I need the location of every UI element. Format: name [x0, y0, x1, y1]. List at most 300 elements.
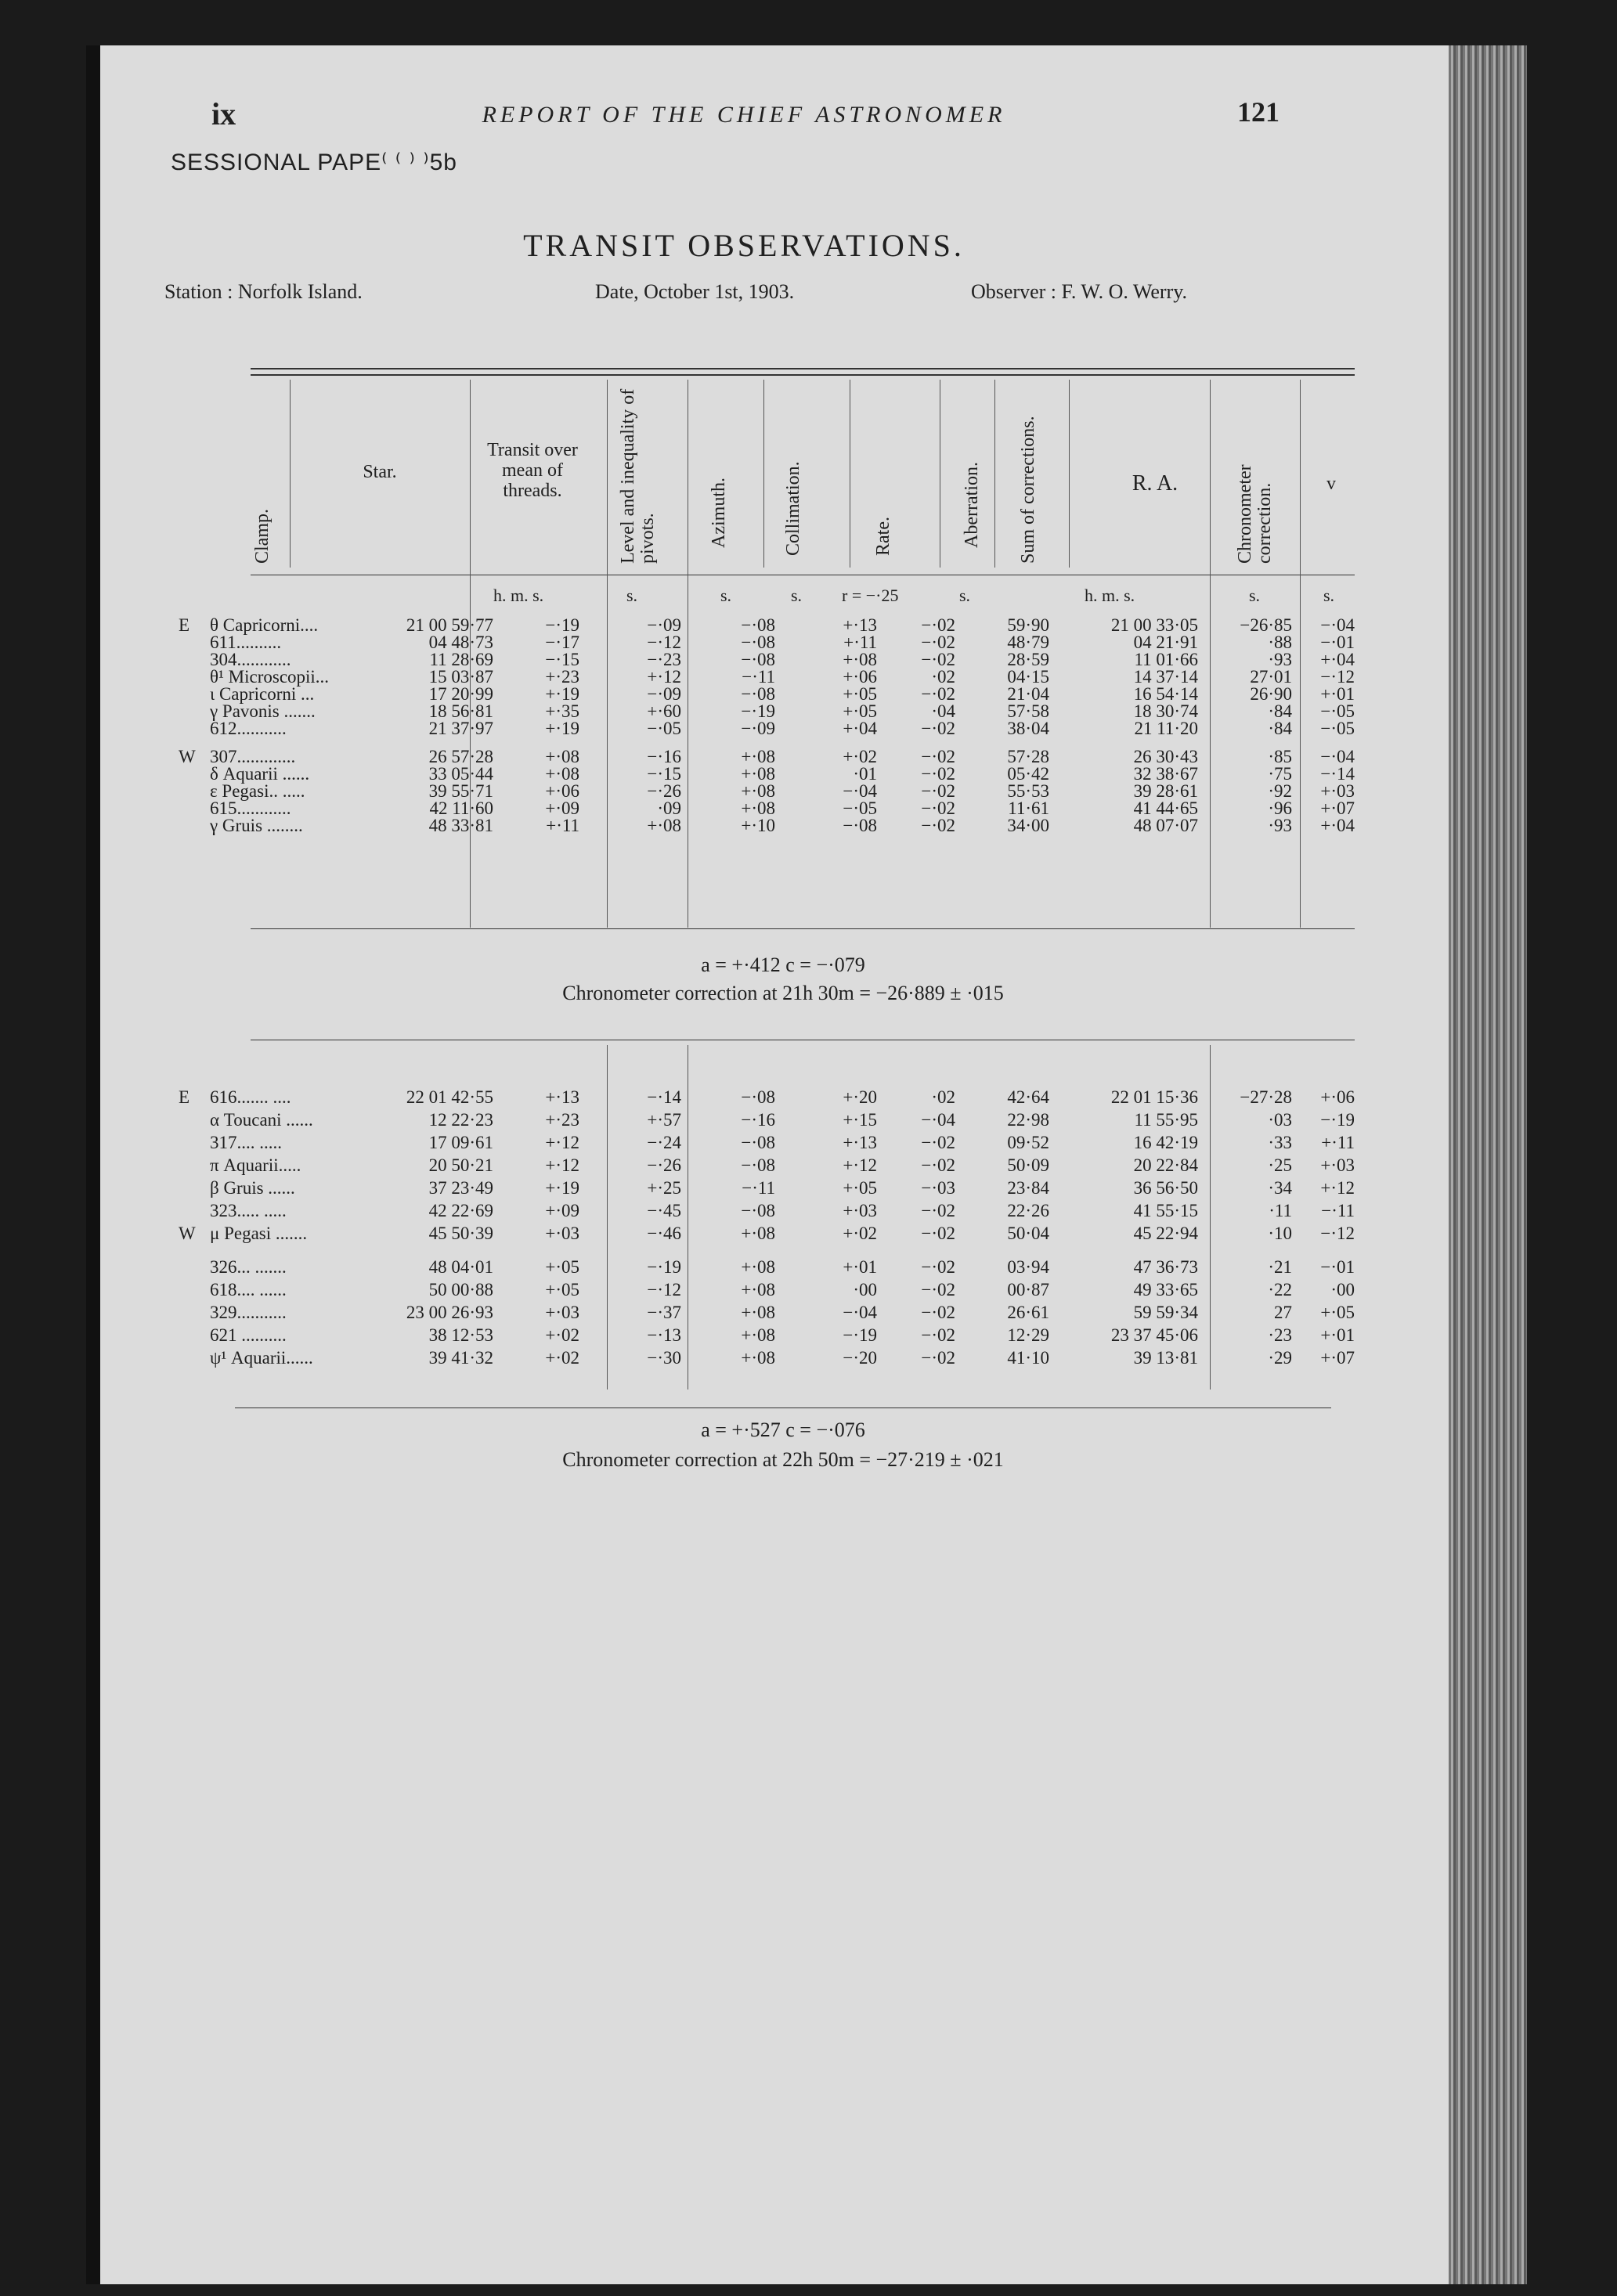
cell-ra: 36 56·50 [1133, 1178, 1198, 1198]
cell-last: +·07 [1320, 798, 1355, 818]
cell-coll: +·08 [741, 1257, 775, 1277]
cell-transit: 22 01 42·55 [406, 1087, 493, 1107]
cell-ra: 41 55·15 [1133, 1201, 1198, 1220]
cell-rate: +·02 [843, 1224, 877, 1243]
cell-rate: +·12 [843, 1155, 877, 1175]
unit-aberration: s. [959, 586, 971, 605]
cell-az: −·16 [647, 747, 681, 766]
cell-az: +·12 [647, 667, 681, 687]
block2-chronometer-correction: Chronometer correction at 22h 50m = −27·219 ± ·021 [562, 1448, 1004, 1471]
cell-coll: +·08 [741, 1303, 775, 1322]
running-header: REPORT OF THE CHIEF ASTRONOMER [482, 102, 1006, 128]
col-head-level: Level and inequality of pivots. [618, 388, 658, 564]
cell-az: −·12 [647, 1280, 681, 1299]
cell-coll: +·10 [741, 816, 775, 835]
cell-transit: 17 09·61 [428, 1133, 493, 1152]
cell-sum: 55·53 [1007, 781, 1049, 801]
cell-sum: 57·58 [1007, 701, 1049, 721]
header-rule-top [251, 368, 1355, 369]
cell-chr: 26·90 [1250, 684, 1292, 704]
cell-chr: ·10 [1268, 1224, 1292, 1243]
cell-sum: 03·94 [1007, 1257, 1049, 1277]
cell-az: −·23 [647, 650, 681, 669]
unit-ra: h. m. s. [1085, 586, 1135, 605]
cell-star: 323..... ..... [210, 1201, 287, 1220]
cell-coll: +·08 [741, 798, 775, 818]
cell-ab: −·03 [921, 1178, 955, 1198]
cell-level: +·12 [545, 1155, 579, 1175]
table-row [0, 651, 1363, 669]
cell-transit: 26 57·28 [428, 747, 493, 766]
cell-coll: +·08 [741, 1348, 775, 1368]
cell-ra: 39 13·81 [1133, 1348, 1198, 1368]
cell-az: −·46 [647, 1224, 681, 1243]
cell-star: γ Pavonis ....... [210, 701, 316, 721]
table-row [0, 748, 1363, 766]
cell-transit: 17 20·99 [428, 684, 493, 704]
col-head-rate: Rate. [873, 517, 893, 556]
cell-level: +·23 [545, 1110, 579, 1130]
cell-rate: −·04 [843, 781, 877, 801]
cell-level: +·03 [545, 1303, 579, 1322]
cell-rate: +·08 [843, 650, 877, 669]
cell-chr: ·23 [1268, 1325, 1292, 1345]
cell-clamp: E [179, 1087, 190, 1107]
cell-az: −·12 [647, 633, 681, 652]
block1-chronometer-correction: Chronometer correction at 21h 30m = −26·889 ± ·015 [562, 982, 1004, 1004]
cell-chr: ·92 [1268, 781, 1292, 801]
observer-label: Observer : F. W. O. Werry. [971, 280, 1188, 303]
cell-transit: 48 33·81 [428, 816, 493, 835]
cell-star: 616....... .... [210, 1087, 291, 1107]
cell-sum: 04·15 [1007, 667, 1049, 687]
cell-transit: 39 55·71 [428, 781, 493, 801]
cell-az: −·09 [647, 684, 681, 704]
table-row [0, 1180, 1363, 1197]
cell-chr: ·11 [1269, 1201, 1292, 1220]
cell-level: +·19 [545, 719, 579, 738]
cell-ra: 45 22·94 [1133, 1224, 1198, 1243]
table-row [0, 1350, 1363, 1367]
cell-ra: 20 22·84 [1133, 1155, 1198, 1175]
cell-ab: −·02 [921, 1155, 955, 1175]
cell-last: +·06 [1320, 1087, 1355, 1107]
cell-az: −·26 [647, 781, 681, 801]
cell-last: +·01 [1320, 1325, 1355, 1345]
cell-ab: ·02 [931, 667, 955, 687]
cell-sum: 05·42 [1007, 764, 1049, 784]
cell-chr: 27·01 [1250, 667, 1292, 687]
cell-ab: −·02 [921, 719, 955, 738]
cell-last: −·05 [1320, 719, 1355, 738]
cell-transit: 42 22·69 [428, 1201, 493, 1220]
cell-az: −·15 [647, 764, 681, 784]
cell-level: +·35 [545, 701, 579, 721]
cell-star: 317.... ..... [210, 1133, 282, 1152]
cell-level: −·15 [545, 650, 579, 669]
cell-coll: −·08 [741, 1155, 775, 1175]
cell-star: θ¹ Microscopii... [210, 667, 330, 687]
cell-level: −·19 [545, 615, 579, 635]
cell-star: 618.... ...... [210, 1280, 287, 1299]
cell-chr: −27·28 [1240, 1087, 1292, 1107]
cell-rate: +·13 [843, 615, 877, 635]
cell-ab: −·02 [921, 615, 955, 635]
cell-ab: −·02 [921, 781, 955, 801]
cell-chr: ·88 [1268, 633, 1292, 652]
cell-level: +·13 [545, 1087, 579, 1107]
cell-last: −·12 [1320, 1224, 1355, 1243]
cell-chr: ·29 [1268, 1348, 1292, 1368]
cell-transit: 48 04·01 [428, 1257, 493, 1277]
cell-sum: 11·61 [1008, 798, 1049, 818]
table-row [0, 720, 1363, 737]
cell-last: −·05 [1320, 701, 1355, 721]
cell-ab: −·02 [921, 1280, 955, 1299]
cell-rate: −·08 [843, 816, 877, 835]
table-row [0, 1134, 1363, 1152]
cell-level: +·03 [545, 1224, 579, 1243]
cell-star: 612........... [210, 719, 287, 738]
table-row [0, 800, 1363, 817]
cell-coll: −·08 [741, 633, 775, 652]
cell-level: +·09 [545, 798, 579, 818]
cell-chr: ·93 [1268, 650, 1292, 669]
cell-star: α Toucani ...... [210, 1110, 313, 1130]
cell-ra: 48 07·07 [1133, 816, 1198, 835]
cell-level: +·19 [545, 684, 579, 704]
cell-ra: 22 01 15·36 [1110, 1087, 1198, 1107]
cell-level: +·19 [545, 1178, 579, 1198]
cell-rate: ·01 [853, 764, 877, 784]
cell-star: ι Capricorni ... [210, 684, 315, 704]
table-row [0, 686, 1363, 703]
cell-transit: 12 22·23 [428, 1110, 493, 1130]
cell-chr: 27 [1274, 1303, 1292, 1322]
cell-sum: 57·28 [1007, 747, 1049, 766]
cell-level: +·02 [545, 1325, 579, 1345]
cell-coll: +·08 [741, 1280, 775, 1299]
table-row [0, 1202, 1363, 1220]
cell-chr: ·96 [1268, 798, 1292, 818]
header-section-number: ix [211, 96, 236, 132]
col-head-aberration: Aberration. [962, 462, 982, 548]
cell-clamp: W [179, 747, 196, 766]
page-right-edge [1449, 45, 1527, 2284]
cell-rate: +·05 [843, 701, 877, 721]
col-head-transit: Transit over mean of threads. [487, 440, 578, 501]
cell-rate: +·05 [843, 684, 877, 704]
header-rule-top-2 [251, 374, 1355, 376]
cell-clamp: W [179, 1224, 196, 1243]
table-row [0, 1304, 1363, 1321]
cell-star: γ Gruis ........ [210, 816, 303, 835]
cell-chr: ·85 [1268, 747, 1292, 766]
cell-rate: +·06 [843, 667, 877, 687]
cell-rate: −·04 [843, 1303, 877, 1322]
cell-az: −·09 [647, 615, 681, 635]
cell-sum: 23·84 [1007, 1178, 1049, 1198]
cell-transit: 21 37·97 [428, 719, 493, 738]
cell-ra: 16 54·14 [1133, 684, 1198, 704]
col-divider [763, 380, 764, 568]
cell-level: −·17 [545, 633, 579, 652]
table-row [0, 1327, 1363, 1344]
unit-azimuth: s. [720, 586, 732, 605]
cell-transit: 20 50·21 [428, 1155, 493, 1175]
cell-az: ·09 [657, 798, 681, 818]
cell-ab: −·02 [921, 1224, 955, 1243]
cell-chr: ·75 [1268, 764, 1292, 784]
cell-ab: −·02 [921, 816, 955, 835]
cell-star: θ Capricorni.... [210, 615, 319, 635]
table-row [0, 617, 1363, 634]
cell-rate: −·19 [843, 1325, 877, 1345]
table-row [0, 669, 1363, 686]
cell-transit: 37 23·49 [428, 1178, 493, 1198]
col-head-clamp: Clamp. [252, 509, 273, 564]
cell-ra: 39 28·61 [1133, 781, 1198, 801]
cell-transit: 18 56·81 [428, 701, 493, 721]
cell-az: −·13 [647, 1325, 681, 1345]
cell-transit: 39 41·32 [428, 1348, 493, 1368]
cell-last: −·19 [1320, 1110, 1355, 1130]
cell-last: +·01 [1320, 684, 1355, 704]
cell-az: −·19 [647, 1257, 681, 1277]
cell-ab: −·04 [921, 1110, 955, 1130]
cell-coll: +·08 [741, 1325, 775, 1345]
cell-rate: ·00 [853, 1280, 877, 1299]
cell-rate: −·05 [843, 798, 877, 818]
cell-chr: −26·85 [1240, 615, 1292, 635]
cell-star: 304............ [210, 650, 291, 669]
cell-ra: 32 38·67 [1133, 764, 1198, 784]
cell-level: +·06 [545, 781, 579, 801]
cell-ab: −·02 [921, 1348, 955, 1368]
cell-rate: +·15 [843, 1110, 877, 1130]
cell-ra: 14 37·14 [1133, 667, 1198, 687]
cell-transit: 11 28·69 [429, 650, 493, 669]
cell-rate: +·04 [843, 719, 877, 738]
cell-chr: ·84 [1268, 701, 1292, 721]
cell-az: −·30 [647, 1348, 681, 1368]
cell-star: ε Pegasi.. ..... [210, 781, 305, 801]
date-label: Date, October 1st, 1903. [595, 280, 795, 303]
cell-ab: ·04 [931, 701, 955, 721]
cell-rate: +·05 [843, 1178, 877, 1198]
cell-last: −·01 [1320, 633, 1355, 652]
cell-rate: −·20 [843, 1348, 877, 1368]
cell-rate: +·02 [843, 747, 877, 766]
cell-rate: +·13 [843, 1133, 877, 1152]
cell-level: +·23 [545, 667, 579, 687]
cell-rate: +·11 [843, 633, 877, 652]
page-number: 121 [1237, 96, 1280, 128]
cell-ra: 11 55·95 [1134, 1110, 1198, 1130]
cell-chr: ·34 [1268, 1178, 1292, 1198]
cell-az: −·14 [647, 1087, 681, 1107]
cell-sum: 34·00 [1007, 816, 1049, 835]
cell-ab: −·02 [921, 1303, 955, 1322]
table-row [0, 817, 1363, 834]
cell-coll: −·08 [741, 1133, 775, 1152]
cell-last: +·07 [1320, 1348, 1355, 1368]
cell-az: +·08 [647, 816, 681, 835]
col-head-star: Star. [363, 462, 397, 482]
cell-chr: ·84 [1268, 719, 1292, 738]
cell-chr: ·03 [1268, 1110, 1292, 1130]
col-divider [994, 380, 995, 568]
table-row [0, 1157, 1363, 1174]
col-head-collimation: Collimation. [783, 461, 803, 556]
cell-last: +·12 [1320, 1178, 1355, 1198]
cell-star: 621 .......... [210, 1325, 287, 1345]
cell-sum: 42·64 [1007, 1087, 1049, 1107]
cell-coll: +·08 [741, 747, 775, 766]
col-head-ra: R. A. [1132, 471, 1178, 496]
cell-last: +·03 [1320, 781, 1355, 801]
cell-ab: ·02 [931, 1087, 955, 1107]
cell-last: −·01 [1320, 1257, 1355, 1277]
cell-ab: −·02 [921, 798, 955, 818]
cell-ra: 23 37 45·06 [1110, 1325, 1198, 1345]
unit-transit: h. m. s. [493, 586, 544, 605]
table-row [0, 1225, 1363, 1242]
cell-ab: −·02 [921, 1201, 955, 1220]
cell-rate: +·20 [843, 1087, 877, 1107]
cell-coll: −·11 [742, 667, 775, 687]
cell-transit: 42 11·60 [429, 798, 493, 818]
cell-az: −·26 [647, 1155, 681, 1175]
cell-star: 615............ [210, 798, 291, 818]
cell-sum: 22·26 [1007, 1201, 1049, 1220]
cell-last: −·12 [1320, 667, 1355, 687]
cell-last: −·11 [1321, 1201, 1355, 1220]
cell-sum: 50·09 [1007, 1155, 1049, 1175]
cell-star: 326... ....... [210, 1257, 287, 1277]
cell-level: +·08 [545, 747, 579, 766]
cell-ab: −·02 [921, 1325, 955, 1345]
cell-ab: −·02 [921, 747, 955, 766]
cell-sum: 21·04 [1007, 684, 1049, 704]
col-divider [1069, 380, 1070, 568]
cell-transit: 33 05·44 [428, 764, 493, 784]
cell-az: +·57 [647, 1110, 681, 1130]
cell-sum: 09·52 [1007, 1133, 1049, 1152]
cell-ra: 04 21·91 [1133, 633, 1198, 652]
cell-ab: −·02 [921, 764, 955, 784]
cell-coll: +·08 [741, 1224, 775, 1243]
cell-transit: 50 00·88 [428, 1280, 493, 1299]
cell-sum: 48·79 [1007, 633, 1049, 652]
cell-transit: 45 50·39 [428, 1224, 493, 1243]
cell-last: −·14 [1320, 764, 1355, 784]
cell-last: +·03 [1320, 1155, 1355, 1175]
cell-chr: ·21 [1268, 1257, 1292, 1277]
cell-last: −·04 [1320, 747, 1355, 766]
cell-coll: −·09 [741, 719, 775, 738]
cell-sum: 41·10 [1007, 1348, 1049, 1368]
table-row [0, 766, 1363, 783]
cell-star: δ Aquarii ...... [210, 764, 310, 784]
cell-sum: 50·04 [1007, 1224, 1049, 1243]
cell-last: +·05 [1320, 1303, 1355, 1322]
table-row [0, 1281, 1363, 1299]
col-head-chron: Chronometer correction. [1235, 464, 1275, 564]
cell-star: ψ¹ Aquarii...... [210, 1348, 313, 1368]
cell-star: 307............. [210, 747, 296, 766]
station-label: Station : Norfolk Island. [164, 280, 363, 303]
cell-last: −·04 [1320, 615, 1355, 635]
cell-az: +·25 [647, 1178, 681, 1198]
col-head-last: v [1326, 474, 1336, 494]
cell-ra: 21 00 33·05 [1110, 615, 1198, 635]
cell-star: 611.......... [210, 633, 282, 652]
cell-last: ·00 [1330, 1280, 1355, 1299]
sessional-paper-label: SESSIONAL PAPE⁽ ⁽ ⁾ ⁾5b [171, 150, 457, 175]
cell-coll: +·08 [741, 764, 775, 784]
col-head-azimuth: Azimuth. [709, 478, 729, 548]
cell-az: −·37 [647, 1303, 681, 1322]
block1-rule [251, 928, 1355, 929]
cell-last: +·04 [1320, 816, 1355, 835]
table-title: TRANSIT OBSERVATIONS. [523, 228, 965, 263]
cell-level: +·12 [545, 1133, 579, 1152]
cell-transit: 21 00 59·77 [406, 615, 493, 635]
cell-sum: 59·90 [1007, 615, 1049, 635]
cell-chr: ·93 [1268, 816, 1292, 835]
col-head-sum: Sum of corrections. [1018, 416, 1038, 564]
table-row [0, 703, 1363, 720]
cell-star: β Gruis ...... [210, 1178, 295, 1198]
cell-rate: +·03 [843, 1201, 877, 1220]
cell-transit: 23 00 26·93 [406, 1303, 493, 1322]
cell-sum: 26·61 [1007, 1303, 1049, 1322]
cell-ab: −·02 [921, 1257, 955, 1277]
cell-ra: 26 30·43 [1133, 747, 1198, 766]
table-row [0, 1089, 1363, 1106]
col-divider [290, 380, 291, 568]
table-row [0, 1259, 1363, 1276]
unit-level: s. [626, 586, 638, 605]
cell-ra: 59 59·34 [1133, 1303, 1198, 1322]
unit-last: s. [1323, 586, 1335, 605]
cell-chr: ·33 [1268, 1133, 1292, 1152]
cell-level: +·05 [545, 1280, 579, 1299]
cell-transit: 15 03·87 [428, 667, 493, 687]
cell-az: −·45 [647, 1201, 681, 1220]
cell-coll: −·19 [741, 701, 775, 721]
cell-sum: 38·04 [1007, 719, 1049, 738]
unit-collimation: s. [791, 586, 803, 605]
cell-sum: 00·87 [1007, 1280, 1049, 1299]
cell-transit: 38 12·53 [428, 1325, 493, 1345]
cell-chr: ·25 [1268, 1155, 1292, 1175]
cell-star: 329........... [210, 1303, 287, 1322]
block2-constants: a = +·527 c = −·076 [701, 1418, 865, 1441]
cell-coll: −·11 [742, 1178, 775, 1198]
cell-coll: −·08 [741, 1087, 775, 1107]
cell-coll: −·08 [741, 1201, 775, 1220]
unit-chron: s. [1249, 586, 1261, 605]
cell-rate: +·01 [843, 1257, 877, 1277]
cell-az: −·05 [647, 719, 681, 738]
cell-sum: 28·59 [1007, 650, 1049, 669]
cell-coll: +·08 [741, 781, 775, 801]
cell-level: +·09 [545, 1201, 579, 1220]
cell-last: +·04 [1320, 650, 1355, 669]
cell-level: +·08 [545, 764, 579, 784]
